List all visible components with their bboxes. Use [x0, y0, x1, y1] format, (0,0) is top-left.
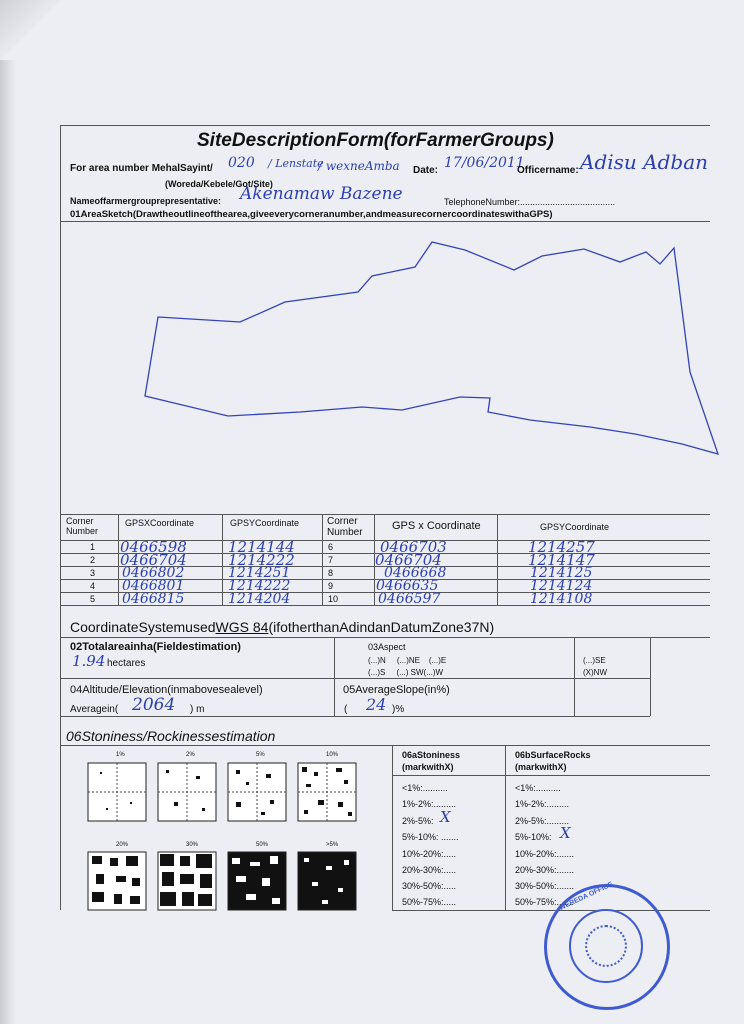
gps-header-corner-right: Corner Number	[327, 516, 363, 538]
aspect-row-2: (...)S (...) SW(...)W	[368, 668, 444, 677]
gps-y-7: 1214147	[528, 551, 595, 569]
gps-corner-9: 9	[328, 581, 334, 591]
coordinate-system-line	[70, 619, 494, 635]
ref-label-5: 20%	[116, 842, 129, 848]
stoniness-b-mark: X	[560, 824, 571, 842]
gps-y-6: 1214257	[528, 538, 595, 556]
gps-header-x-right: GPS x Coordinate	[392, 520, 481, 532]
gps-y-10: 1214108	[530, 591, 593, 607]
aspect-right-border	[650, 637, 651, 716]
gps-col-rule-2	[222, 514, 223, 605]
gps-header-corner-left: Corner Number	[66, 516, 99, 536]
ref-squares-svg	[86, 762, 376, 912]
gps-x-2: 0466704	[120, 551, 187, 569]
gps-corner-2: 2	[90, 555, 96, 565]
area-block-divider	[334, 637, 335, 716]
area-hw-mehal: 020	[228, 155, 255, 171]
telephone-label: TelephoneNumber:......................................	[444, 197, 616, 207]
gps-x-5: 0466815	[122, 591, 185, 607]
stoniness-b-row-2: 1%-2%:.........	[515, 799, 570, 809]
gps-corner-6: 6	[328, 542, 334, 552]
stoniness-b-row-7: 30%-50%:.......	[515, 881, 575, 891]
gps-y-2: 1214222	[228, 551, 295, 569]
gps-x-6: 0466703	[380, 538, 447, 556]
representative-name: Akenamaw Bazene	[240, 184, 403, 204]
stoniness-a-row-1: <1%:..........	[402, 783, 448, 793]
ref-label-3: 5%	[256, 752, 265, 758]
ref-label-4: 10%	[326, 752, 339, 758]
gps-header-y-left: GPSYCoordinate	[230, 518, 300, 528]
stamp-text: WEREDA OFFICE	[558, 880, 615, 913]
form-title: SiteDescriptionForm(forFarmerGroups)	[197, 130, 554, 151]
gps-x-10: 0466597	[378, 591, 441, 607]
stoniness-a-row-6: 20%-30%:.....	[402, 865, 457, 875]
gps-y-3: 1214251	[228, 565, 291, 581]
stoniness-a-row-3: 2%-5%:	[402, 816, 434, 826]
aspect-nw: (X)NW	[583, 668, 607, 677]
ref-label-6: 30%	[186, 842, 199, 848]
total-area-unit: hectares	[107, 658, 146, 669]
representative-label: Nameoffarmergrouprepresentative:	[70, 196, 222, 206]
altitude-label: 04Altitude/Elevation(inmabovesealevel)	[70, 684, 263, 696]
area-number-label: For area number MehalSayint/	[70, 163, 213, 174]
gps-table-top	[60, 514, 710, 515]
gps-y-1: 1214144	[228, 538, 295, 556]
date-label: Date:	[413, 165, 439, 176]
stoniness-col-divider	[505, 745, 506, 910]
gps-x-4: 0466801	[122, 578, 185, 594]
gps-corner-10: 10	[328, 594, 339, 604]
stoniness-b-header-1: 06bSurfaceRocks	[515, 750, 591, 760]
stoniness-col-left-border	[392, 745, 393, 910]
area-hw-kebele: / wexneAmba	[318, 159, 400, 173]
date-value: 17/06/2011	[444, 155, 525, 171]
stoniness-a-row-8: 50%-75%:.....	[402, 897, 457, 907]
officer-name: Adisu Adban	[580, 150, 708, 174]
gps-x-8: 0466668	[384, 565, 447, 581]
altitude-prefix: Averagein(	[70, 704, 119, 715]
gps-x-1: 0466598	[120, 538, 187, 556]
slope-label: 05AverageSlope(in%)	[343, 684, 450, 696]
aspect-side-divider	[574, 637, 575, 716]
stoniness-reference-images	[86, 752, 376, 912]
aspect-se: (...)SE	[583, 656, 606, 665]
area-sub-label: (Woreda/Kebele/Got/Site)	[165, 179, 273, 189]
gps-corner-7: 7	[328, 555, 334, 565]
ref-label-1: 1%	[116, 752, 125, 758]
paper-edge-shadow	[0, 0, 16, 1024]
gps-corner-1: 1	[90, 542, 96, 552]
gps-corner-3: 3	[90, 568, 96, 578]
officer-label: Officername:	[517, 165, 579, 176]
gps-col-rule-5	[497, 514, 498, 605]
gps-corner-4: 4	[90, 581, 96, 591]
slope-value: 24	[366, 695, 387, 714]
stoniness-a-row-4: 5%-10%: .......	[402, 832, 459, 842]
aspect-label: 03Aspect	[368, 642, 406, 652]
area-sketch	[60, 222, 720, 512]
stoniness-top-rule	[60, 745, 710, 746]
gps-header-x-left: GPSXCoordinate	[125, 518, 195, 528]
gps-col-rule-3	[322, 514, 323, 605]
slope-prefix: (	[344, 704, 348, 715]
area-block-top	[60, 637, 710, 638]
stoniness-b-row-6: 20%-30%:.......	[515, 865, 575, 875]
aspect-row-1: (...)N (...)NE (...)E	[368, 656, 447, 665]
stoniness-a-header-1: 06aStoniness	[402, 750, 461, 760]
total-area-value: 1.94	[72, 652, 106, 670]
stoniness-a-row-5: 10%-20%:.....	[402, 849, 457, 859]
stoniness-a-mark: X	[440, 808, 451, 826]
coordinate-system-label: CoordinateSystemused	[70, 619, 216, 635]
stoniness-heading: 06Stoniness/Rockinessestimation	[66, 728, 276, 744]
stoniness-a-row-7: 30%-50%:.....	[402, 881, 457, 891]
gps-col-rule-1	[118, 514, 119, 605]
stoniness-b-row-1: <1%:..........	[515, 783, 561, 793]
gps-x-7: 0466704	[375, 551, 442, 569]
area-block-bottom	[60, 716, 650, 717]
gps-x-9: 0466635	[376, 578, 439, 594]
folded-corner	[0, 0, 60, 60]
stoniness-bottom-rule	[392, 910, 710, 911]
altitude-suffix: ) m	[190, 704, 205, 715]
stamp-core	[585, 925, 627, 967]
sketch-heading: 01AreaSketch(Drawtheoutlineofthearea,giveeverycorneranumber,andmeasurecornercoordinateswithaGPS)	[70, 209, 553, 220]
stoniness-b-row-4: 5%-10%:	[515, 832, 552, 842]
gps-y-4: 1214222	[228, 578, 291, 594]
stoniness-b-row-3: 2%-5%:.........	[515, 816, 570, 826]
ref-label-2: 2%	[186, 752, 195, 758]
stoniness-b-row-8: 50%-75%:.......	[515, 897, 575, 907]
field-outline	[145, 242, 718, 454]
gps-y-5: 1214204	[228, 591, 291, 607]
stoniness-a-header-2: (markwithX)	[402, 762, 454, 772]
stoniness-b-row-5: 10%-20%:.......	[515, 849, 575, 859]
gps-header-y-right: GPSYCoordinate	[540, 522, 610, 532]
gps-y-8: 1214125	[530, 565, 593, 581]
slope-suffix: )%	[392, 704, 405, 715]
coordinate-system-note: (ifotherthanAdindanDatumZone37N)	[268, 619, 495, 635]
area-hw-woreda: / Lenstate	[268, 157, 324, 170]
gps-y-9: 1214124	[530, 578, 593, 594]
gps-x-3: 0466802	[122, 565, 185, 581]
coordinate-system-value: WGS 84	[215, 619, 269, 635]
form-top-border	[60, 125, 710, 126]
area-block-middle	[60, 678, 650, 679]
ref-label-7: 50%	[256, 842, 269, 848]
ref-label-8: >5%	[326, 842, 339, 848]
total-area-label: 02Totalareainha(Fieldestimation)	[70, 641, 241, 653]
stoniness-a-row-2: 1%-2%:.........	[402, 799, 457, 809]
stoniness-header-rule	[392, 775, 710, 776]
gps-corner-8: 8	[328, 568, 334, 578]
stoniness-b-header-2: (markwithX)	[515, 762, 567, 772]
altitude-value: 2064	[132, 695, 176, 715]
gps-corner-5: 5	[90, 594, 96, 604]
